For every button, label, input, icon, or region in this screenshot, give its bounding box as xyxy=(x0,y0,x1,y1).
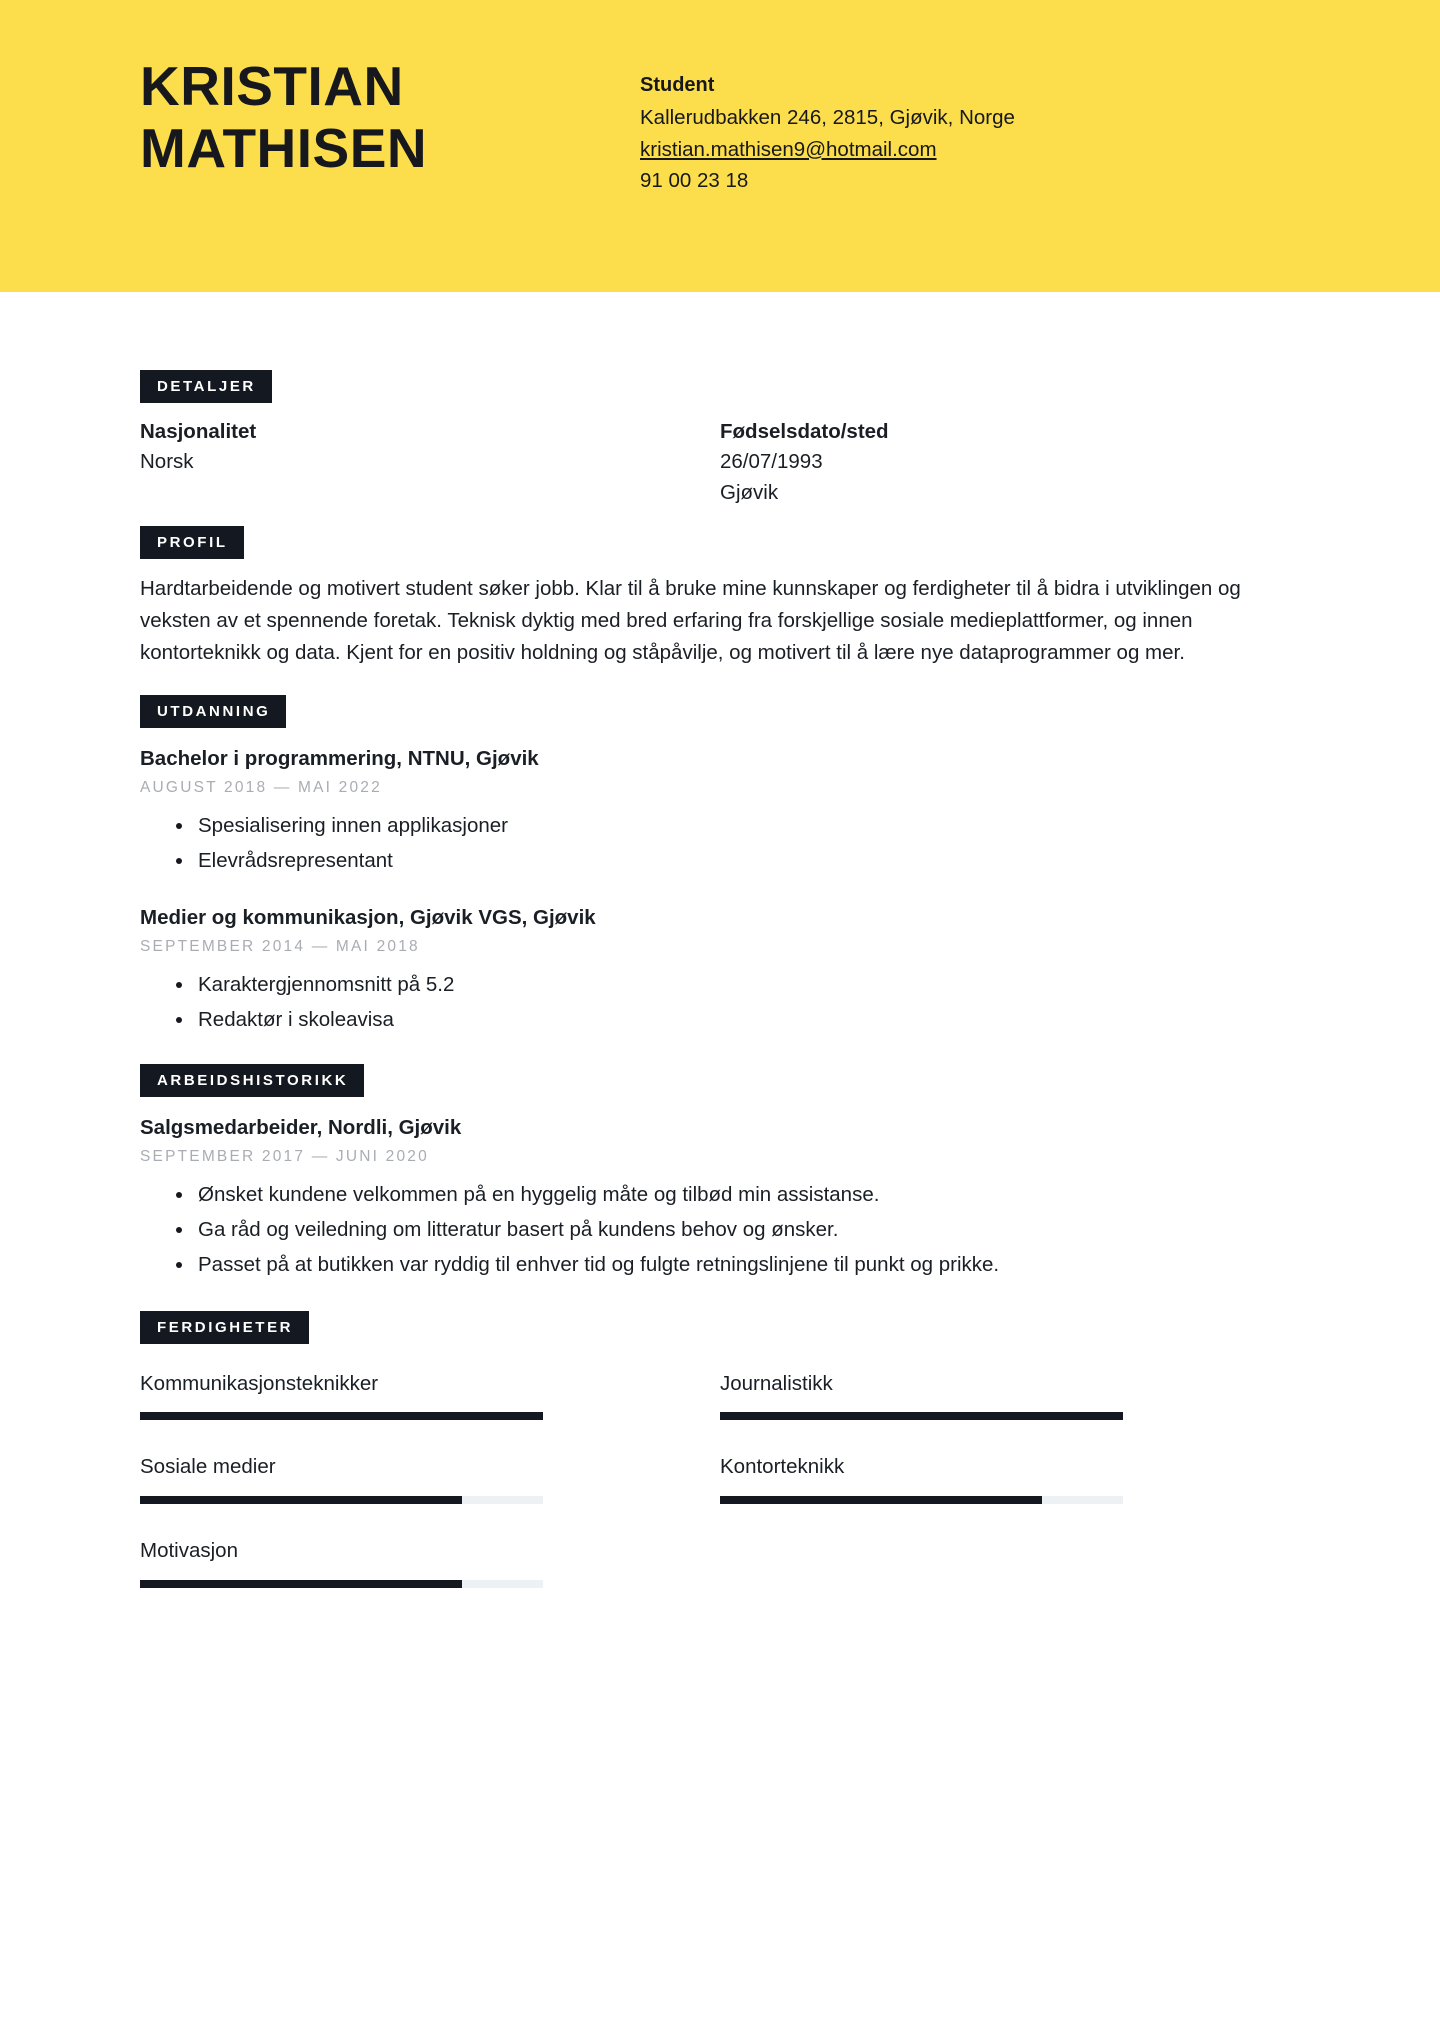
page-title xyxy=(140,55,640,179)
contact-address: Kallerudbakken 246, 2815, Gjøvik, Norge xyxy=(640,106,1015,130)
skill-item xyxy=(140,1370,720,1421)
section-title-profile: PROFIL xyxy=(140,526,244,559)
section-title-work-history: ARBEIDSHISTORIKK xyxy=(140,1064,364,1097)
details-col-birth xyxy=(720,417,1300,508)
list-item: Passet på at butikken var ryddig til enhver tid og fulgte retningslinjene til punkt og prikke. xyxy=(176,1249,1300,1281)
nationality-label: Nasjonalitet xyxy=(140,420,257,443)
skill-name: Motivasjon xyxy=(140,1538,238,1562)
skill-bar-track xyxy=(140,1580,543,1588)
work-entry-bullets xyxy=(140,1179,1300,1280)
skill-bar-fill xyxy=(720,1496,1042,1504)
job-title: Student xyxy=(640,74,715,96)
education-entry-date: AUGUST 2018 — MAI 2022 xyxy=(140,778,382,796)
skills-grid xyxy=(140,1370,1300,1621)
contact-block xyxy=(640,55,1015,196)
list-item: Ga råd og veiledning om litteratur basert på kundens behov og ønsker. xyxy=(176,1214,1300,1246)
header-name-block xyxy=(0,55,640,179)
skill-bar-fill xyxy=(140,1412,543,1420)
education-entry-date: SEPTEMBER 2014 — MAI 2018 xyxy=(140,937,420,955)
first-name: KRISTIAN xyxy=(140,55,404,117)
section-education xyxy=(140,695,1300,1036)
last-name: MATHISEN xyxy=(140,117,428,180)
skill-bar-fill xyxy=(140,1496,462,1504)
contact-email-line xyxy=(640,134,1015,165)
list-item: Karaktergjennomsnitt på 5.2 xyxy=(176,969,1300,1001)
birth-label: Fødselsdato/sted xyxy=(720,420,889,443)
contact-email-link[interactable]: kristian.mathisen9@hotmail.com xyxy=(640,137,937,161)
education-entry-bullets xyxy=(140,969,1300,1036)
education-entry xyxy=(140,903,1300,1036)
work-entry xyxy=(140,1113,1300,1281)
section-details xyxy=(140,370,1300,508)
skill-bar-track xyxy=(140,1412,543,1420)
work-entry-date: SEPTEMBER 2017 — JUNI 2020 xyxy=(140,1147,429,1165)
work-entry-title: Salgsmedarbeider, Nordli, Gjøvik xyxy=(140,1115,462,1139)
resume-body xyxy=(0,292,1440,1621)
birth-date-value: 26/07/1993 xyxy=(720,450,823,474)
details-columns xyxy=(140,417,1300,508)
resume-header xyxy=(0,0,1440,292)
skill-name: Journalistikk xyxy=(720,1371,833,1395)
nationality-value: Norsk xyxy=(140,450,194,474)
skill-item xyxy=(720,1453,1300,1504)
list-item: Spesialisering innen applikasjoner xyxy=(176,810,1300,842)
section-work-history xyxy=(140,1064,1300,1281)
education-entry xyxy=(140,744,1300,877)
education-entry-title: Bachelor i programmering, NTNU, Gjøvik xyxy=(140,746,539,770)
section-title-skills: FERDIGHETER xyxy=(140,1311,309,1344)
skill-bar-track xyxy=(720,1496,1123,1504)
skill-name: Kontorteknikk xyxy=(720,1455,845,1479)
profile-text: Hardtarbeidende og motivert student søker jobb. Klar til å bruke mine kunnskaper og ferdigheter til å bidra i utviklingen og veksten av et spennende foretak. Teknisk dyktig med bred erfaring fra forskjellige sosiale medieplattformer, og innen kontorteknikk og data. Kjent for en positiv holdning og ståpåvilje, og motivert til å lære nye dataprogrammer og mer. xyxy=(140,576,1241,664)
details-col-nationality xyxy=(140,417,720,508)
section-title-education: UTDANNING xyxy=(140,695,286,728)
skill-item xyxy=(720,1370,1300,1421)
contact-phone: 91 00 23 18 xyxy=(640,168,749,192)
section-skills xyxy=(140,1311,1300,1621)
section-profile xyxy=(140,526,1300,669)
section-title-details: DETALJER xyxy=(140,370,272,403)
skill-bar-fill xyxy=(720,1412,1123,1420)
skill-item xyxy=(140,1453,720,1504)
skill-name: Sosiale medier xyxy=(140,1455,276,1479)
education-entry-bullets xyxy=(140,810,1300,877)
birth-place-value: Gjøvik xyxy=(720,480,779,504)
list-item: Redaktør i skoleavisa xyxy=(176,1004,1300,1036)
skill-bar-fill xyxy=(140,1580,462,1588)
education-entry-title: Medier og kommunikasjon, Gjøvik VGS, Gjøvik xyxy=(140,905,596,929)
list-item: Ønsket kundene velkommen på en hyggelig måte og tilbød min assistanse. xyxy=(176,1179,1300,1211)
skill-bar-track xyxy=(720,1412,1123,1420)
list-item: Elevrådsrepresentant xyxy=(176,845,1300,877)
skill-bar-track xyxy=(140,1496,543,1504)
skill-item xyxy=(140,1537,720,1588)
skill-name: Kommunikasjonsteknikker xyxy=(140,1371,379,1395)
